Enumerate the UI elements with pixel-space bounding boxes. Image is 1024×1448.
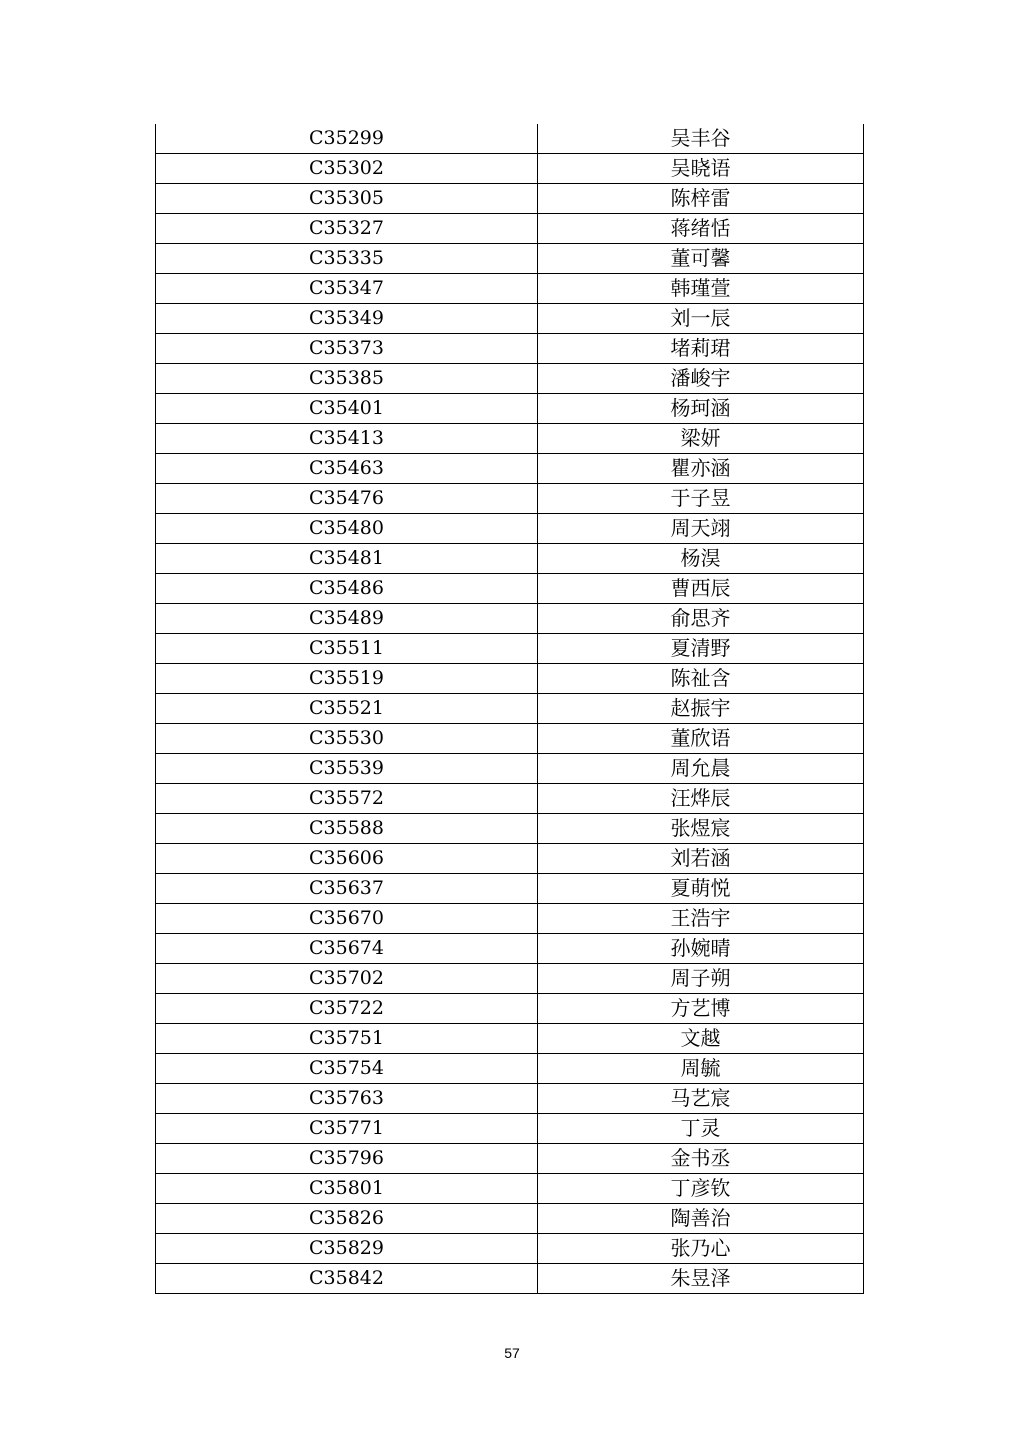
table-row <box>156 244 864 274</box>
row-id-cell: C35842 <box>156 1264 538 1294</box>
row-id-cell: C35771 <box>156 1114 538 1144</box>
roster-table <box>155 124 864 1294</box>
row-name-cell: 瞿亦涵 <box>538 454 864 484</box>
table-row <box>156 724 864 754</box>
table-row <box>156 1054 864 1084</box>
row-name-cell: 张乃心 <box>538 1234 864 1264</box>
row-id-cell: C35829 <box>156 1234 538 1264</box>
row-id-cell: C35751 <box>156 1024 538 1054</box>
table-row <box>156 904 864 934</box>
row-id-cell: C35521 <box>156 694 538 724</box>
table-row <box>156 934 864 964</box>
row-name-cell: 方艺博 <box>538 994 864 1024</box>
table-row <box>156 334 864 364</box>
row-id-cell: C35572 <box>156 784 538 814</box>
table-row <box>156 154 864 184</box>
row-id-cell: C35826 <box>156 1204 538 1234</box>
table-row <box>156 694 864 724</box>
row-id-cell: C35670 <box>156 904 538 934</box>
row-name-cell: 俞思齐 <box>538 604 864 634</box>
table-row <box>156 1174 864 1204</box>
row-name-cell: 夏萌悦 <box>538 874 864 904</box>
row-name-cell: 刘若涵 <box>538 844 864 874</box>
row-name-cell: 朱昱泽 <box>538 1264 864 1294</box>
table-row <box>156 124 864 154</box>
row-name-cell: 董可馨 <box>538 244 864 274</box>
row-id-cell: C35722 <box>156 994 538 1024</box>
row-id-cell: C35305 <box>156 184 538 214</box>
row-name-cell: 陈梓雷 <box>538 184 864 214</box>
row-id-cell: C35349 <box>156 304 538 334</box>
row-name-cell: 杨珂涵 <box>538 394 864 424</box>
row-id-cell: C35489 <box>156 604 538 634</box>
row-id-cell: C35327 <box>156 214 538 244</box>
table-row <box>156 814 864 844</box>
row-name-cell: 王浩宇 <box>538 904 864 934</box>
row-id-cell: C35480 <box>156 514 538 544</box>
row-id-cell: C35539 <box>156 754 538 784</box>
table-row <box>156 274 864 304</box>
row-id-cell: C35413 <box>156 424 538 454</box>
row-id-cell: C35519 <box>156 664 538 694</box>
row-id-cell: C35588 <box>156 814 538 844</box>
row-id-cell: C35302 <box>156 154 538 184</box>
table-row <box>156 664 864 694</box>
row-id-cell: C35463 <box>156 454 538 484</box>
row-name-cell: 梁妍 <box>538 424 864 454</box>
row-id-cell: C35530 <box>156 724 538 754</box>
row-id-cell: C35476 <box>156 484 538 514</box>
table-row <box>156 1024 864 1054</box>
table-row <box>156 1264 864 1294</box>
row-id-cell: C35763 <box>156 1084 538 1114</box>
table-row <box>156 514 864 544</box>
row-name-cell: 孙婉晴 <box>538 934 864 964</box>
row-id-cell: C35674 <box>156 934 538 964</box>
row-id-cell: C35702 <box>156 964 538 994</box>
row-id-cell: C35373 <box>156 334 538 364</box>
row-name-cell: 杨淏 <box>538 544 864 574</box>
row-name-cell: 于子昱 <box>538 484 864 514</box>
roster-table-body <box>156 124 864 1294</box>
page-number: 57 <box>504 1345 520 1361</box>
table-row <box>156 1084 864 1114</box>
row-id-cell: C35401 <box>156 394 538 424</box>
table-row <box>156 634 864 664</box>
table-row <box>156 994 864 1024</box>
row-id-cell: C35299 <box>156 124 538 154</box>
row-id-cell: C35796 <box>156 1144 538 1174</box>
table-row <box>156 424 864 454</box>
table-row <box>156 544 864 574</box>
row-name-cell: 周允晨 <box>538 754 864 784</box>
table-row <box>156 574 864 604</box>
row-id-cell: C35637 <box>156 874 538 904</box>
row-id-cell: C35754 <box>156 1054 538 1084</box>
row-name-cell: 陈祉含 <box>538 664 864 694</box>
table-row <box>156 214 864 244</box>
row-id-cell: C35347 <box>156 274 538 304</box>
row-name-cell: 曹西辰 <box>538 574 864 604</box>
table-row <box>156 184 864 214</box>
table-row <box>156 604 864 634</box>
row-name-cell: 陶善治 <box>538 1204 864 1234</box>
table-row <box>156 844 864 874</box>
row-name-cell: 文越 <box>538 1024 864 1054</box>
table-row <box>156 964 864 994</box>
table-row <box>156 1204 864 1234</box>
table-row <box>156 1234 864 1264</box>
row-id-cell: C35486 <box>156 574 538 604</box>
table-row <box>156 784 864 814</box>
row-name-cell: 韩瑾萱 <box>538 274 864 304</box>
table-row <box>156 1114 864 1144</box>
row-id-cell: C35335 <box>156 244 538 274</box>
table-row <box>156 394 864 424</box>
row-name-cell: 周子朔 <box>538 964 864 994</box>
row-name-cell: 金书丞 <box>538 1144 864 1174</box>
row-name-cell: 马艺宸 <box>538 1084 864 1114</box>
row-name-cell: 周毓 <box>538 1054 864 1084</box>
row-name-cell: 张煜宸 <box>538 814 864 844</box>
row-id-cell: C35511 <box>156 634 538 664</box>
row-name-cell: 周天翊 <box>538 514 864 544</box>
table-row <box>156 454 864 484</box>
table-row <box>156 754 864 784</box>
table-row <box>156 874 864 904</box>
row-name-cell: 蒋绪恬 <box>538 214 864 244</box>
row-name-cell: 丁灵 <box>538 1114 864 1144</box>
row-name-cell: 吴丰谷 <box>538 124 864 154</box>
table-row <box>156 304 864 334</box>
row-name-cell: 堵莉珺 <box>538 334 864 364</box>
table-row <box>156 484 864 514</box>
row-id-cell: C35385 <box>156 364 538 394</box>
row-name-cell: 吴晓语 <box>538 154 864 184</box>
row-name-cell: 董欣语 <box>538 724 864 754</box>
table-row <box>156 364 864 394</box>
row-id-cell: C35801 <box>156 1174 538 1204</box>
row-name-cell: 丁彦钦 <box>538 1174 864 1204</box>
row-name-cell: 潘峻宇 <box>538 364 864 394</box>
table-row <box>156 1144 864 1174</box>
row-name-cell: 赵振宇 <box>538 694 864 724</box>
row-name-cell: 夏清野 <box>538 634 864 664</box>
row-id-cell: C35606 <box>156 844 538 874</box>
row-name-cell: 汪烨辰 <box>538 784 864 814</box>
row-name-cell: 刘一辰 <box>538 304 864 334</box>
row-id-cell: C35481 <box>156 544 538 574</box>
